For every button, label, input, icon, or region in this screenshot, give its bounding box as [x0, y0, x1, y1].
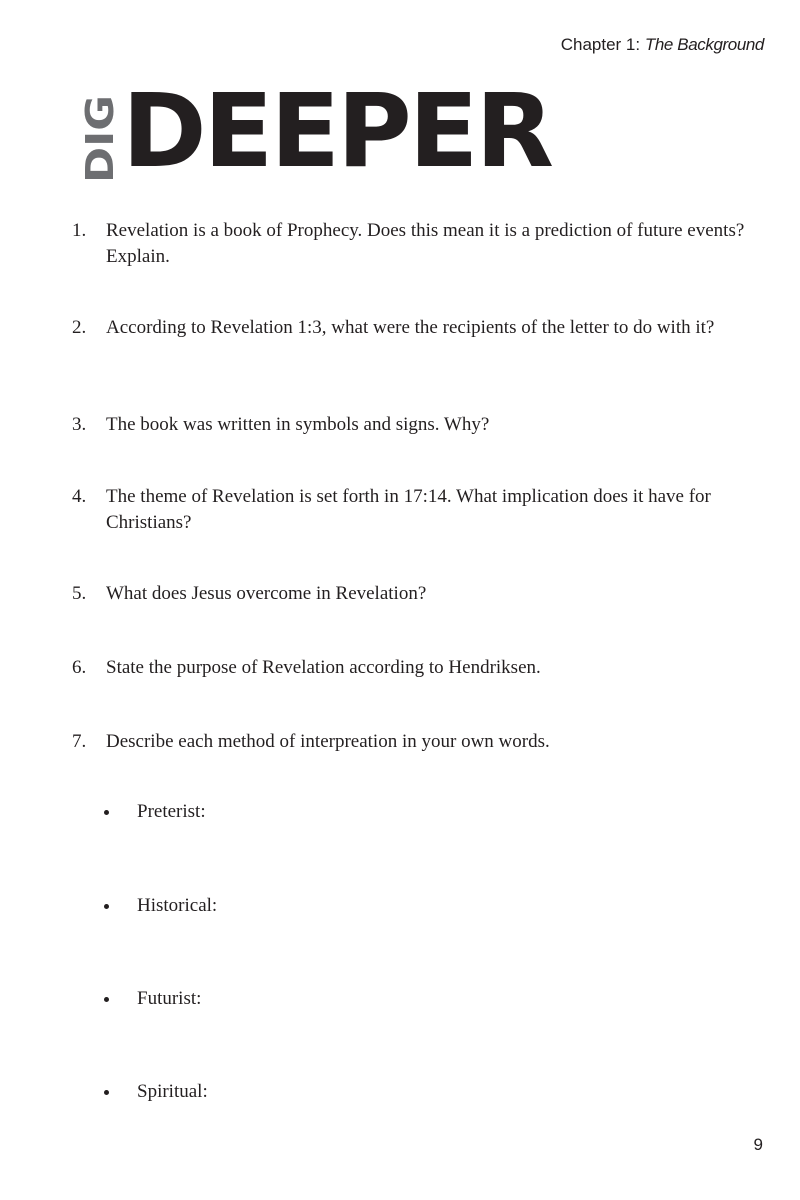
question-item [72, 581, 762, 607]
question-number: 4. [72, 486, 87, 507]
heading-dig-vertical [66, 95, 124, 190]
question-item [72, 412, 762, 438]
method-label: Spiritual: [137, 1081, 208, 1102]
question-number: 2. [72, 317, 87, 338]
question-item [72, 484, 762, 536]
running-head-title: The Background [644, 35, 764, 54]
question-item [72, 218, 762, 270]
method-item [104, 799, 206, 825]
question-number: 5. [72, 583, 87, 604]
method-label: Preterist: [137, 801, 206, 822]
heading-deeper: DEEPER [122, 72, 551, 191]
page-number: 9 [753, 1135, 763, 1154]
method-item [104, 893, 217, 919]
method-label: Historical: [137, 895, 218, 916]
question-text: Describe each method of interpreation in your own words. [106, 731, 550, 752]
question-number: 7. [72, 731, 87, 752]
question-text: Revelation is a book of Prophecy. Does this mean it is a prediction of future events? Explain. [106, 220, 745, 267]
question-text: The book was written in symbols and signs. Why? [106, 414, 490, 435]
question-text: According to Revelation 1:3, what were the recipients of the letter to do with it? [106, 317, 715, 338]
running-head [561, 35, 764, 55]
method-item [104, 1079, 208, 1105]
question-item [72, 729, 762, 755]
question-item [72, 315, 762, 341]
question-item [72, 655, 762, 681]
bullet-dot-icon [104, 997, 109, 1002]
question-text: State the purpose of Revelation according to Hendriksen. [106, 657, 541, 678]
bullet-dot-icon [104, 1090, 109, 1095]
bullet-dot-icon [104, 904, 109, 909]
method-item [104, 986, 201, 1012]
question-number: 6. [72, 657, 87, 678]
bullet-dot-icon [104, 810, 109, 815]
heading-dig-text: DIG [78, 106, 122, 183]
question-number: 1. [72, 220, 87, 241]
question-text: What does Jesus overcome in Revelation? [106, 583, 427, 604]
question-number: 3. [72, 414, 87, 435]
dig-deeper-heading [66, 72, 566, 191]
method-label: Futurist: [137, 988, 202, 1009]
question-text: The theme of Revelation is set forth in 17:14. What implication does it have for Christians? [106, 486, 711, 533]
running-head-chapter: Chapter 1: [560, 35, 641, 54]
